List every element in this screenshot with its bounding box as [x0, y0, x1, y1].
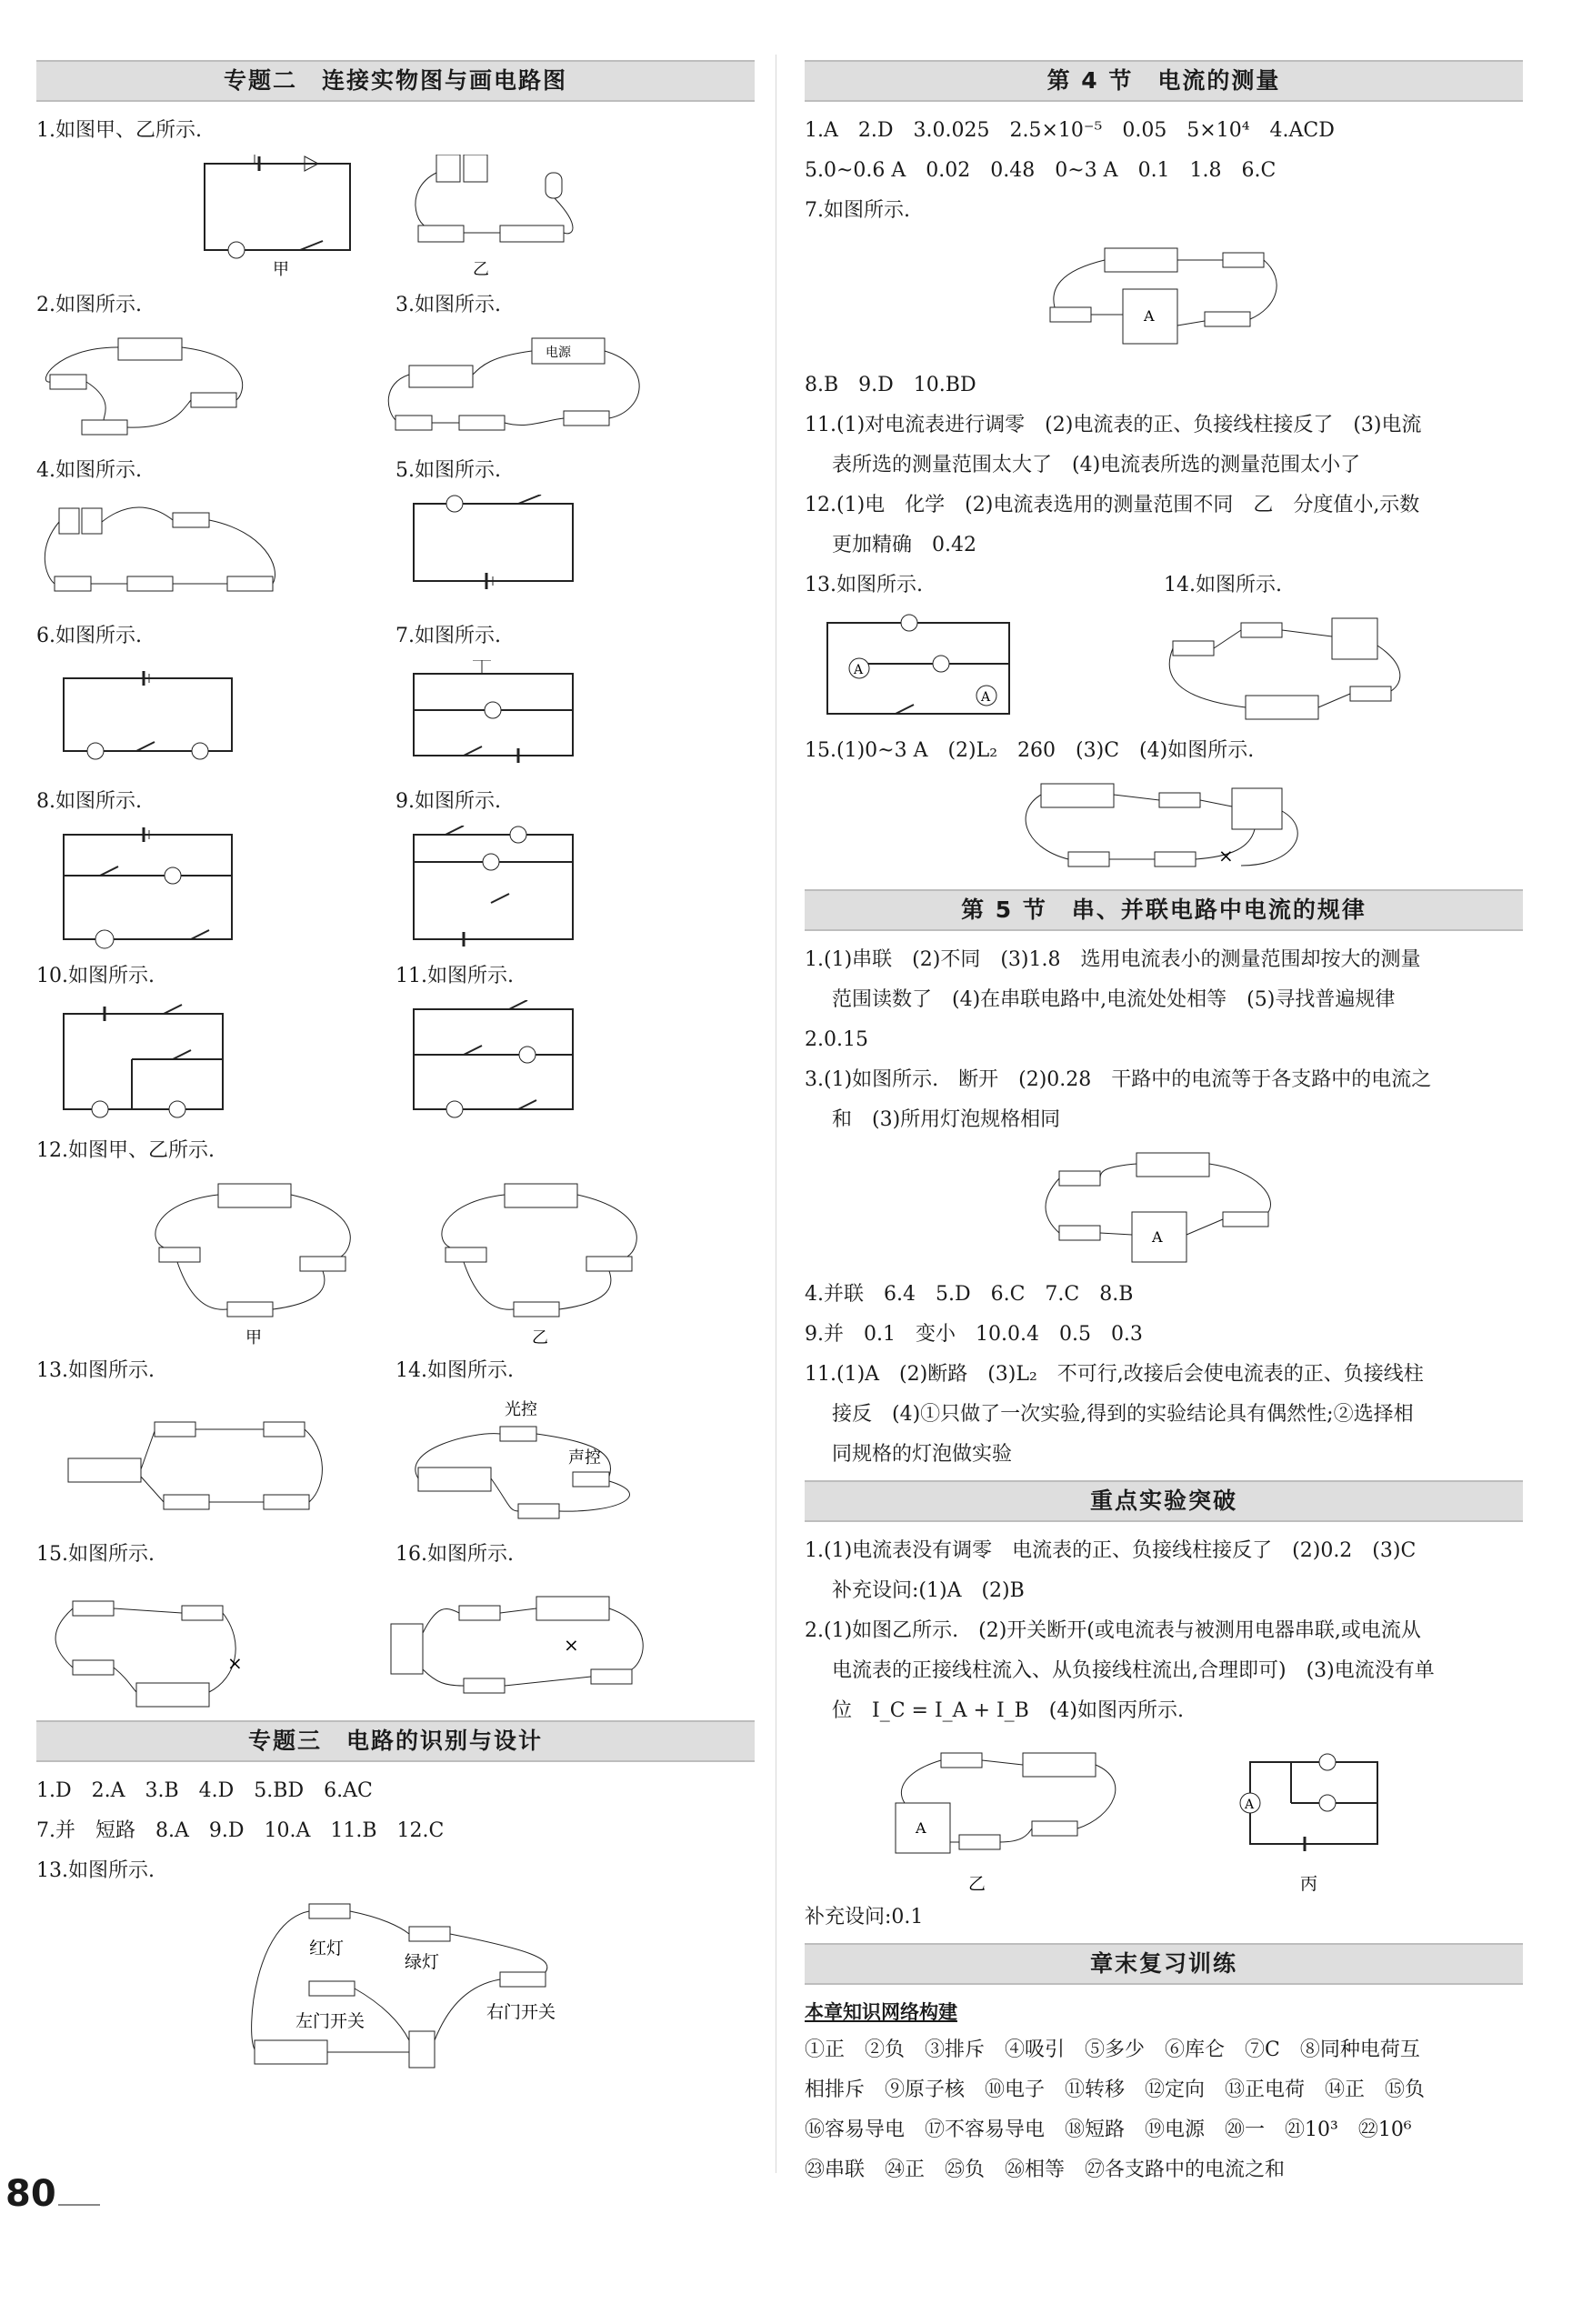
- answer-line: 15.如图所示.: [36, 1543, 155, 1566]
- answer-line: 6.如图所示.: [36, 625, 142, 647]
- svg-text:A: A: [1152, 1228, 1163, 1246]
- row-q4-q5: [36, 451, 755, 491]
- answer-line: 和 (3)所用灯泡规格相同: [832, 1108, 1061, 1131]
- row-q6-q7: [36, 616, 755, 656]
- figure-experiment-q2: [805, 1735, 1523, 1894]
- knowledge-network-subtitle: 本章知识网络构建: [805, 2001, 957, 2023]
- circuit-diagram: [36, 660, 755, 778]
- answer-line: 范围读数了 (4)在串联电路中,电流处处相等 (5)寻找普遍规律: [832, 988, 1396, 1011]
- caption-bing: 丙: [1300, 1874, 1318, 1894]
- answer-line: 3.如图所示.: [395, 294, 501, 316]
- section-banner-sec4: 第 4 节 电流的测量: [805, 60, 1523, 102]
- answer-line: 更加精确 0.42: [832, 534, 976, 556]
- figure-q8-q9: [36, 826, 755, 953]
- answer-line: 10.如图所示.: [36, 965, 155, 987]
- circuit-diagram: [805, 775, 1523, 884]
- answer-line: 12.如图甲、乙所示.: [36, 1139, 215, 1162]
- section-banner-key-experiments: 重点实验突破: [805, 1480, 1523, 1522]
- figure-q6-q7: [36, 660, 755, 778]
- figure-q4-q5: [36, 495, 755, 613]
- figure-sec4-q13-q14: [805, 609, 1523, 727]
- answer-line: 补充设问:0.1: [805, 1906, 924, 1928]
- caption-jia: 甲: [273, 260, 289, 279]
- figure-sec4-q15: [805, 775, 1523, 884]
- row-q10-q11: [36, 957, 755, 997]
- caption-yi: 乙: [532, 1328, 548, 1347]
- answer-line: 12.(1)电 化学 (2)电流表选用的测量范围不同 乙 分度值小,示数: [805, 494, 1420, 516]
- answer-line: ⑯容易导电 ⑰不容易导电 ⑱短路 ⑲电源 ⑳一 ㉑10³ ㉒10⁶: [805, 2119, 1412, 2141]
- answer-line: 1.A 2.D 3.0.025 2.5×10⁻⁵ 0.05 5×10⁴ 4.ACD: [805, 119, 1335, 142]
- figure-q10-q11: [36, 1000, 755, 1127]
- answer-line: 8.如图所示.: [36, 790, 142, 813]
- section-banner-sec5: 第 5 节 串、并联电路中电流的规律: [805, 889, 1523, 931]
- figure-q13-q14: [36, 1395, 755, 1531]
- circuit-diagram: [36, 1000, 755, 1127]
- answer-line: 8.B 9.D 10.BD: [805, 374, 976, 396]
- answer-line: 7.并 短路 8.A 9.D 10.A 11.B 12.C: [36, 1819, 445, 1842]
- answer-line: 14.如图所示.: [1164, 574, 1282, 596]
- answer-line: 1.(1)串联 (2)不同 (3)1.8 选用电流表小的测量范围却按大的测量: [805, 948, 1421, 971]
- label-right-door-switch: 右门开关: [486, 2002, 556, 2022]
- section-banner-topic2: 专题二 连接实物图与画电路图: [36, 60, 755, 102]
- figure-q1: [36, 155, 755, 282]
- answer-line: 11.如图所示.: [395, 965, 514, 987]
- circuit-diagram: [36, 329, 755, 447]
- answer-line: 相排斥 ⑨原子核 ⑩电子 ⑪转移 ⑫定向 ⑬正电荷 ⑭正 ⑮负: [805, 2079, 1426, 2101]
- answer-line: 11.(1)对电流表进行调零 (2)电流表的正、负接线柱接反了 (3)电流: [805, 414, 1422, 436]
- answer-line: 16.如图所示.: [395, 1543, 514, 1566]
- answer-line: 13.如图所示.: [36, 1859, 155, 1882]
- row-q2-q3: [36, 285, 755, 326]
- answer-line: ①正 ②负 ③排斥 ④吸引 ⑤多少 ⑥库仑 ⑦C ⑧同种电荷互: [805, 2039, 1420, 2061]
- label-red-light: 红灯: [309, 1938, 345, 1958]
- figure-topic3-q13: [36, 1895, 755, 2077]
- circuit-diagram: [805, 1735, 1523, 1894]
- answer-line: 7.如图所示.: [395, 625, 501, 647]
- figure-q12: [36, 1175, 755, 1347]
- circuit-diagram: [36, 495, 755, 613]
- page-number: 80: [5, 2173, 56, 2215]
- answer-line: 4.如图所示.: [36, 459, 142, 482]
- figure-sec5-q3: [805, 1144, 1523, 1271]
- caption-yi: 乙: [473, 260, 489, 279]
- answer-line: 同规格的灯泡做实验: [832, 1443, 1013, 1466]
- circuit-diagram: [36, 1395, 755, 1531]
- label-green-light: 绿灯: [405, 1952, 440, 1972]
- answer-line: 表所选的测量范围太大了 (4)电流表所选的测量范围太小了: [832, 454, 1361, 476]
- svg-text:×: ×: [1218, 845, 1234, 866]
- answer-line: 15.(1)0~3 A (2)L₂ 260 (3)C (4)如图所示.: [805, 739, 1255, 762]
- circuit-diagram: [805, 609, 1523, 727]
- answer-line: ㉓串联 ㉔正 ㉕负 ㉖相等 ㉗各支路中的电流之和: [805, 2159, 1286, 2181]
- answer-line: 2.0.15: [805, 1028, 868, 1051]
- svg-text:A: A: [854, 663, 864, 677]
- right-column: [805, 55, 1523, 2190]
- answer-line: 13.如图所示.: [805, 574, 923, 596]
- figure-sec4-q7: [805, 235, 1523, 362]
- circuit-diagram: [36, 1895, 755, 2077]
- left-column: [36, 55, 755, 2080]
- label-light-control: 光控: [505, 1400, 537, 1419]
- circuit-diagram: [36, 155, 755, 282]
- circuit-diagram: [805, 235, 1523, 362]
- caption-jia: 甲: [245, 1328, 262, 1347]
- answer-line: 补充设问:(1)A (2)B: [832, 1579, 1025, 1602]
- row-q13-q14: [36, 1351, 755, 1391]
- section-banner-topic3: 专题三 电路的识别与设计: [36, 1720, 755, 1762]
- answer-line: 1.D 2.A 3.B 4.D 5.BD 6.AC: [36, 1779, 373, 1802]
- label-power: 电源: [546, 346, 571, 360]
- answer-line: 3.(1)如图所示. 断开 (2)0.28 干路中的电流等于各支路中的电流之: [805, 1068, 1432, 1091]
- page-number-rule: [58, 2204, 100, 2206]
- answer-line: 1.(1)电流表没有调零 电流表的正、负接线柱接反了 (2)0.2 (3)C: [805, 1539, 1417, 1562]
- answer-line: 14.如图所示.: [395, 1359, 514, 1382]
- circuit-diagram: [36, 1175, 755, 1347]
- figure-q2-q3: [36, 329, 755, 447]
- answer-line: 5.0~0.6 A 0.02 0.48 0~3 A 0.1 1.8 6.C: [805, 159, 1277, 182]
- answer-line: 2.如图所示.: [36, 294, 142, 316]
- answer-line: 9.并 0.1 变小 10.0.4 0.5 0.3: [805, 1323, 1143, 1346]
- answer-line: 2.(1)如图乙所示. (2)开关断开(或电流表与被测用电器串联,或电流从: [805, 1619, 1421, 1642]
- row-q15-q16: [36, 1535, 755, 1575]
- row-sec4-q13-q14: [805, 566, 1523, 606]
- answer-line: 4.并联 6.4 5.D 6.C 7.C 8.B: [805, 1283, 1134, 1306]
- circuit-diagram: [36, 826, 755, 953]
- circuit-diagram: [805, 1144, 1523, 1271]
- caption-yi: 乙: [968, 1874, 986, 1894]
- answer-line: 5.如图所示.: [395, 459, 501, 482]
- label-sound-control: 声控: [568, 1448, 601, 1468]
- answer-line: 1.如图甲、乙所示.: [36, 119, 202, 142]
- section-banner-chapter-review: 章末复习训练: [805, 1943, 1523, 1985]
- figure-q15-q16: [36, 1578, 755, 1715]
- circuit-diagram: [36, 1578, 755, 1715]
- answer-line: 电流表的正接线柱流入、从负接线柱流出,合理即可) (3)电流没有单: [832, 1659, 1435, 1682]
- svg-text:A: A: [981, 690, 991, 705]
- answer-line: 13.如图所示.: [36, 1359, 155, 1382]
- svg-text:A: A: [1144, 307, 1155, 325]
- svg-text:×: ×: [227, 1652, 243, 1674]
- answer-line: 9.如图所示.: [395, 790, 501, 813]
- answer-line: 接反 (4)①只做了一次实验,得到的实验结论具有偶然性;②选择相: [832, 1403, 1414, 1426]
- svg-text:A: A: [1245, 1798, 1255, 1812]
- answer-line: 位 I_C = I_A + I_B (4)如图丙所示.: [832, 1699, 1184, 1722]
- label-left-door-switch: 左门开关: [295, 2011, 365, 2031]
- svg-text:A: A: [916, 1819, 926, 1837]
- row-q8-q9: [36, 782, 755, 822]
- svg-text:×: ×: [564, 1634, 579, 1656]
- answer-line: 11.(1)A (2)断路 (3)L₂ 不可行,改接后会使电流表的正、负接线柱: [805, 1363, 1424, 1386]
- answer-line: 7.如图所示.: [805, 199, 910, 222]
